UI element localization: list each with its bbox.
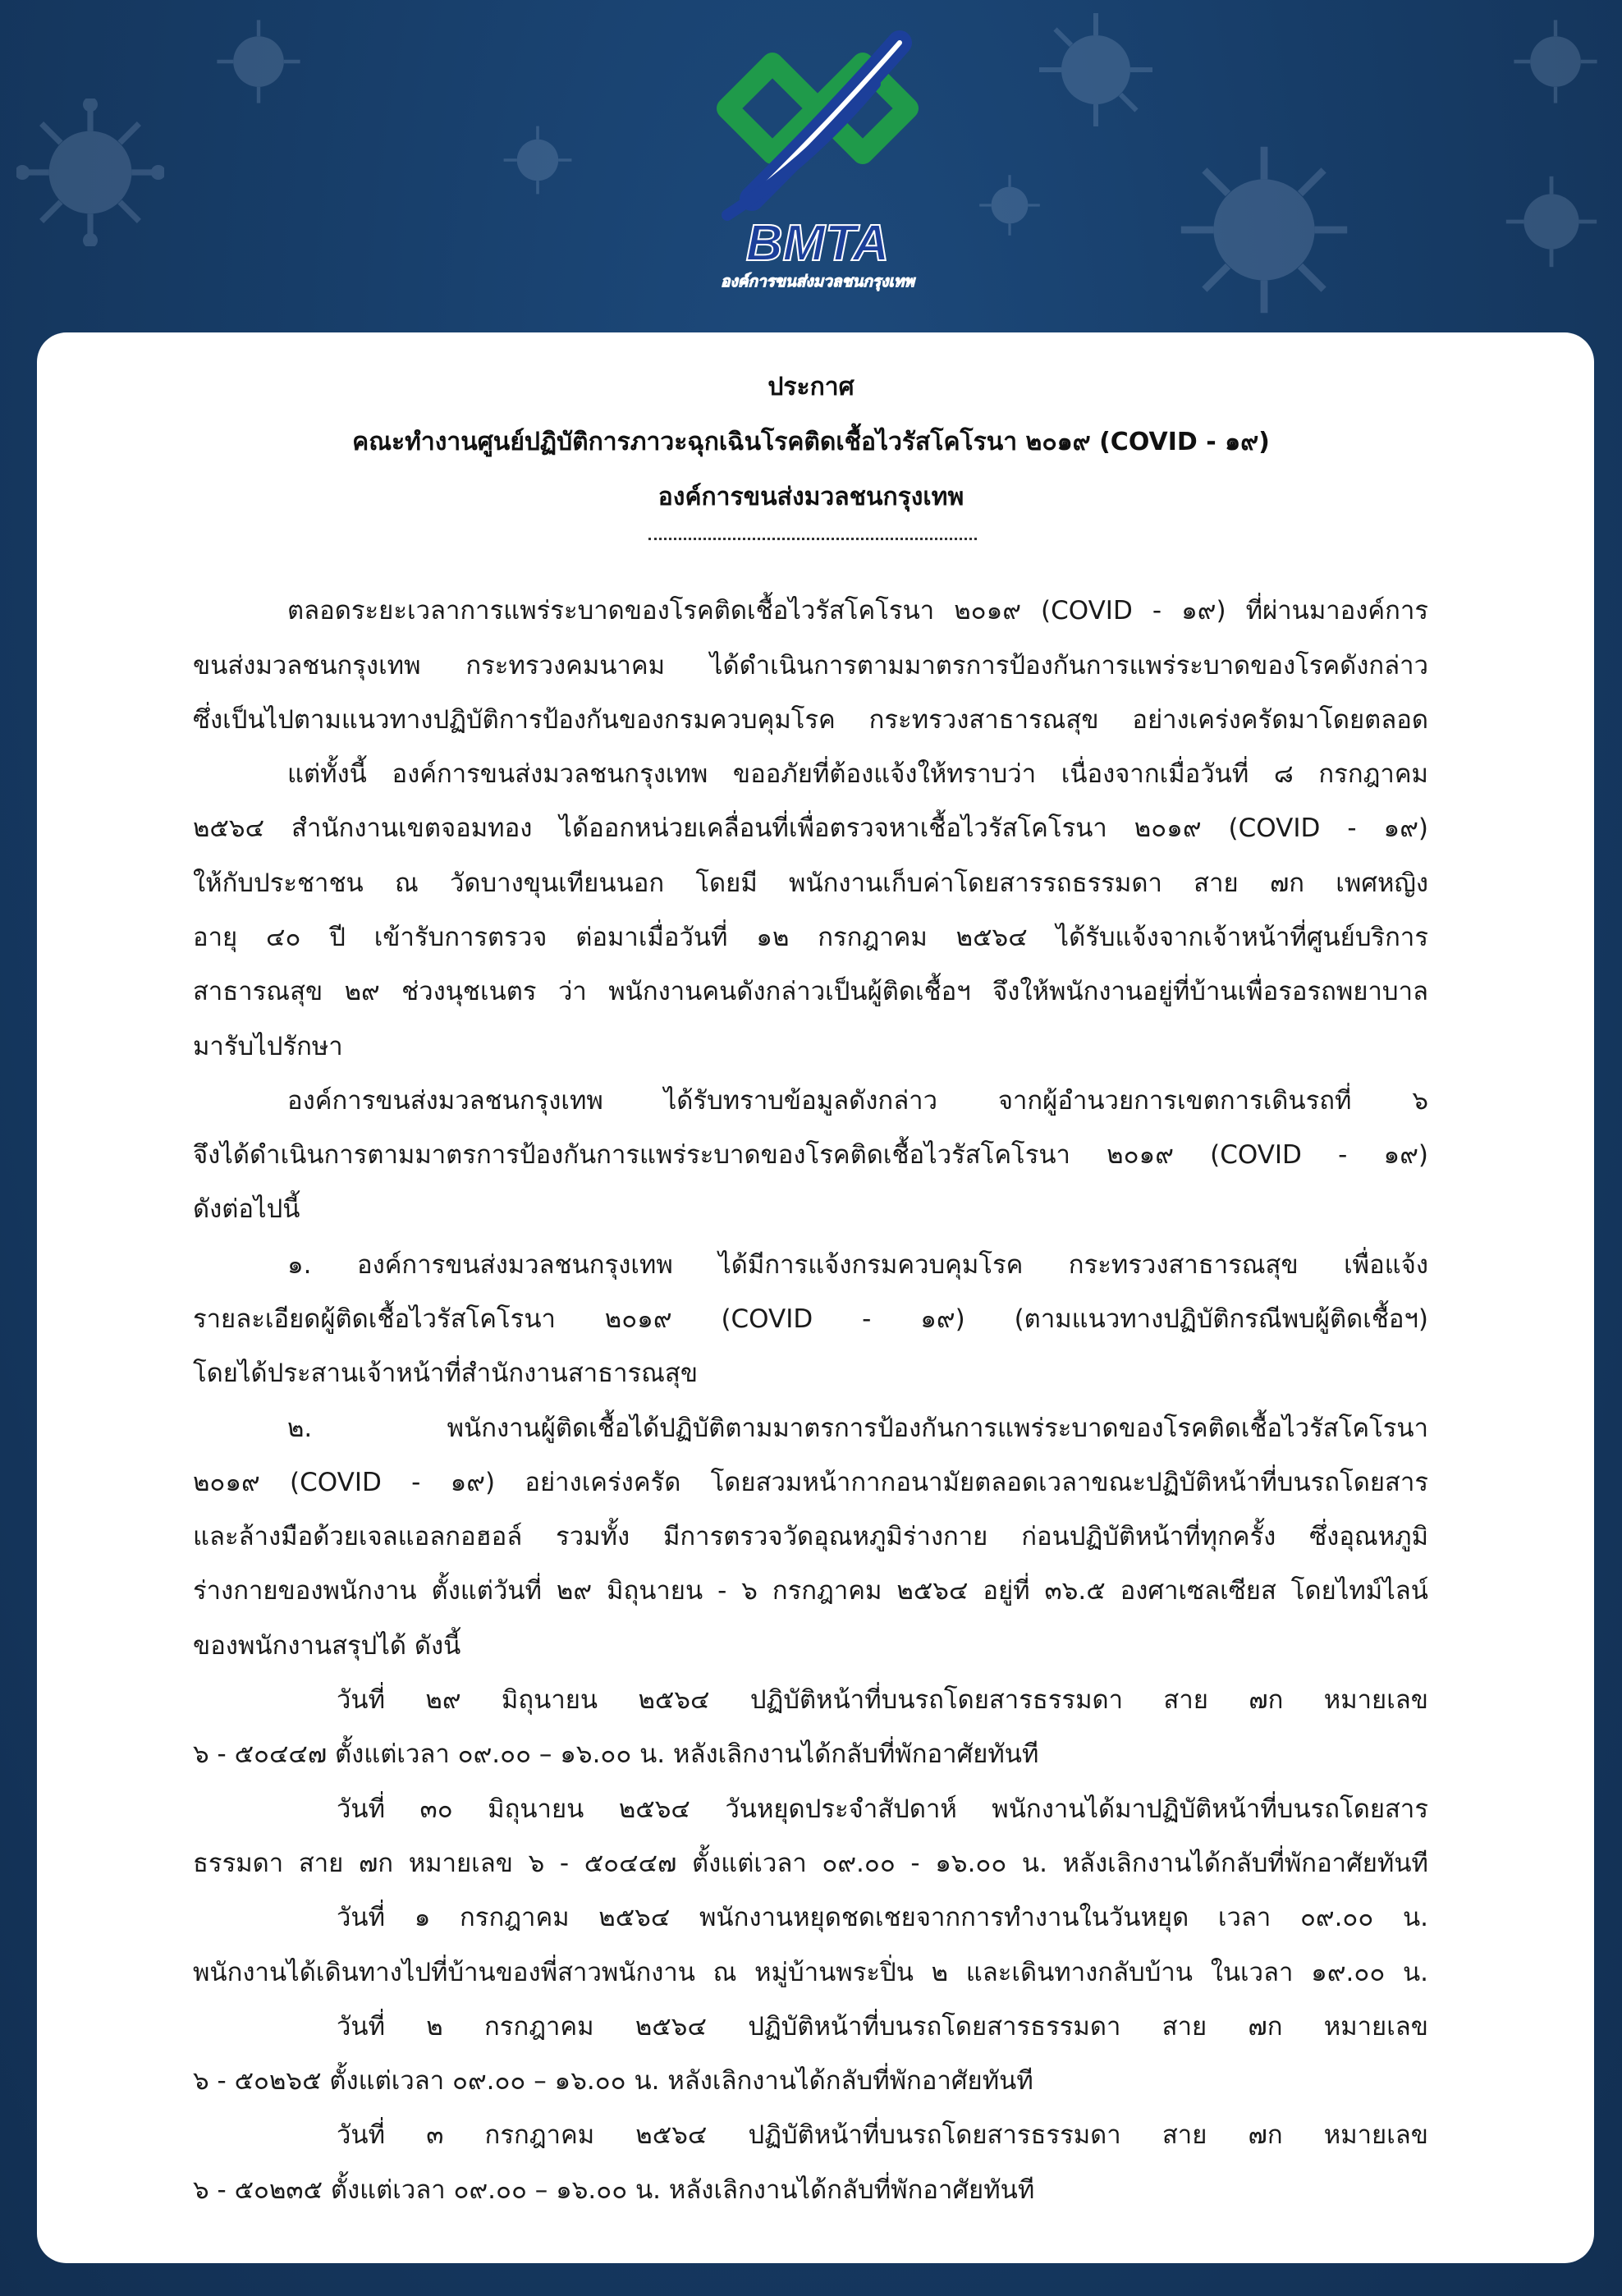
- virus-decoration-icon: [213, 16, 304, 107]
- timeline-line: ๖ - ๕๐๒๖๕ ตั้งแต่เวลา ๐๙.๐๐ – ๑๖.๐๐ น. หลังเลิกงานได้กลับที่พักอาศัยทันที: [193, 2066, 1033, 2096]
- header-separator: [648, 538, 977, 540]
- body-line: ๒. พนักงานผู้ติดเชื้อได้ปฏิบัติตามมาตรการป้องกันการแพร่ระบาดของโรคติดเชื้อไวรัสโคโรนา: [287, 1414, 1428, 1443]
- body-line: ขนส่งมวลชนกรุงเทพ กระทรวงคมนาคม ได้ดำเนินการตามมาตรการป้องกันการแพร่ระบาดของโรคดังกล่าว: [193, 651, 1428, 681]
- body-line: แต่ทั้งนี้ องค์การขนส่งมวลชนกรุงเทพ ขออภัยที่ต้องแจ้งให้ทราบว่า เนื่องจากเมื่อวันที่ ๘ กรกฎาคม: [287, 759, 1428, 789]
- body-line: สาธารณสุข ๒๙ ช่วงนุชเนตร ว่า พนักงานคนดังกล่าวเป็นผู้ติดเชื้อฯ จึงให้พนักงานอยู่ที่บ้านเพื่อรอรถพยาบาล: [193, 977, 1428, 1006]
- body-line: โดยได้ประสานเจ้าหน้าที่สำนักงานสาธารณสุข: [193, 1359, 699, 1388]
- body-line: และล้างมือด้วยเจลแอลกอฮอล์ รวมทั้ง มีการตรวจวัดอุณหภูมิร่างกาย ก่อนปฏิบัติหน้าที่ทุกครั้ง ซึ่งอุณหภูมิ: [193, 1522, 1428, 1551]
- announcement-organization: องค์การขนส่งมวลชนกรุงเทพ: [658, 483, 964, 511]
- body-line: ๒๐๑๙ (COVID - ๑๙) อย่างเคร่งครัด โดยสวมหน้ากากอนามัยตลอดเวลาขณะปฏิบัติหน้าที่บนรถโดยสาร: [193, 1468, 1428, 1497]
- body-line: อายุ ๔๐ ปี เข้ารับการตรวจ ต่อมาเมื่อวันที่ ๑๒ กรกฎาคม ๒๕๖๔ ได้รับแจ้งจากเจ้าหน้าที่ศูนย์บริการ: [193, 923, 1428, 952]
- virus-decoration-icon: [977, 172, 1042, 238]
- virus-decoration-icon: [1510, 16, 1601, 107]
- virus-decoration-icon: [16, 99, 164, 246]
- body-line: ๒๕๖๔ สำนักงานเขตจอมทอง ได้ออกหน่วยเคลื่อนที่เพื่อตรวจหาเชื้อไวรัสโคโรนา ๒๐๑๙ (COVID - ๑๙): [193, 813, 1428, 843]
- body-line: ของพนักงานสรุปได้ ดังนี้: [193, 1631, 461, 1661]
- body-line: มารับไปรักษา: [193, 1032, 343, 1061]
- logo-subtitle-text: องค์การขนส่งมวลชนกรุงเทพ: [721, 273, 914, 291]
- timeline-line: วันที่ ๓ กรกฎาคม ๒๕๖๔ ปฏิบัติหน้าที่บนรถโดยสารธรรมดา สาย ๗ก หมายเลข: [337, 2120, 1428, 2150]
- timeline-line: วันที่ ๒๙ มิถุนายน ๒๕๖๔ ปฏิบัติหน้าที่บนรถโดยสารธรรมดา สาย ๗ก หมายเลข: [337, 1685, 1428, 1715]
- announcement-committee: คณะทำงานศูนย์ปฏิบัติการภาวะฉุกเฉินโรคติดเชื้อไวรัสโคโรนา ๒๐๑๙ (COVID - ๑๙): [352, 428, 1270, 456]
- virus-decoration-icon: [501, 123, 575, 197]
- body-line: ให้กับประชาชน ณ วัดบางขุนเทียนนอก โดยมี พนักงานเก็บค่าโดยสารรถธรรมดา สาย ๗ก เพศหญิง: [193, 868, 1428, 898]
- timeline-line: ธรรมดา สาย ๗ก หมายเลข ๖ - ๕๐๔๔๗ ตั้งแต่เวลา ๐๙.๐๐ - ๑๖.๐๐ น. หลังเลิกงานได้กลับที่พักอาศัยทันที: [193, 1849, 1428, 1878]
- body-line: ๑. องค์การขนส่งมวลชนกรุงเทพ ได้มีการแจ้งกรมควบคุมโรค กระทรวงสาธารณสุข เพื่อแจ้ง: [287, 1250, 1428, 1280]
- body-line: รายละเอียดผู้ติดเชื้อไวรัสโคโรนา ๒๐๑๙ (COVID - ๑๙) (ตามแนวทางปฏิบัติกรณีพบผู้ติดเชื้อฯ): [193, 1304, 1428, 1334]
- body-line: องค์การขนส่งมวลชนกรุงเทพ ได้รับทราบข้อมูลดังกล่าว จากผู้อำนวยการเขตการเดินรถที่ ๖: [287, 1086, 1428, 1116]
- body-line: ร่างกายของพนักงาน ตั้งแต่วันที่ ๒๙ มิถุนายน - ๖ กรกฎาคม ๒๕๖๔ อยู่ที่ ๓๖.๕ องศาเซลเซียส โดยไทม์ไลน์: [193, 1576, 1428, 1606]
- timeline-line: วันที่ ๓๐ มิถุนายน ๒๕๖๔ วันหยุดประจำสัปดาห์ พนักงานได้มาปฏิบัติหน้าที่บนรถโดยสาร: [337, 1794, 1428, 1824]
- body-line: ดังต่อไปนี้: [193, 1194, 300, 1224]
- timeline-line: ๖ - ๕๐๒๓๕ ตั้งแต่เวลา ๐๙.๐๐ – ๑๖.๐๐ น. หลังเลิกงานได้กลับที่พักอาศัยทันที: [193, 2175, 1035, 2205]
- virus-decoration-icon: [1034, 8, 1157, 131]
- body-line: ตลอดระยะเวลาการแพร่ระบาดของโรคติดเชื้อไวรัสโคโรนา ๒๐๑๙ (COVID - ๑๙) ที่ผ่านมาองค์การ: [287, 596, 1428, 626]
- timeline-line: วันที่ ๑ กรกฎาคม ๒๕๖๔ พนักงานหยุดชดเชยจากการทำงานในวันหยุด เวลา ๐๙.๐๐ น.: [337, 1903, 1428, 1932]
- virus-decoration-icon: [1174, 140, 1354, 320]
- announcement-title: ประกาศ: [767, 373, 855, 401]
- timeline-line: วันที่ ๒ กรกฎาคม ๒๕๖๔ ปฏิบัติหน้าที่บนรถโดยสารธรรมดา สาย ๗ก หมายเลข: [337, 2012, 1428, 2042]
- body-line: จึงได้ดำเนินการตามมาตรการป้องกันการแพร่ระบาดของโรคติดเชื้อไวรัสโคโรนา ๒๐๑๙ (COVID - ๑๙): [193, 1140, 1428, 1170]
- virus-decoration-icon: [1502, 172, 1601, 271]
- bmta-logo: [694, 10, 941, 293]
- timeline-line: ๖ - ๕๐๔๔๗ ตั้งแต่เวลา ๐๙.๐๐ – ๑๖.๐๐ น. หลังเลิกงานได้กลับที่พักอาศัยทันที: [193, 1739, 1039, 1769]
- timeline-line: พนักงานได้เดินทางไปที่บ้านของพี่สาวพนักงาน ณ หมู่บ้านพระปิ่น ๒ และเดินทางกลับบ้าน ในเวลา ๑๙.๐๐ น.: [193, 1958, 1428, 1987]
- logo-brand-text: BMTA: [745, 215, 890, 272]
- body-line: ซึ่งเป็นไปตามแนวทางปฏิบัติการป้องกันของกรมควบคุมโรค กระทรวงสาธารณสุข อย่างเคร่งครัดมาโดยตลอด: [193, 705, 1428, 735]
